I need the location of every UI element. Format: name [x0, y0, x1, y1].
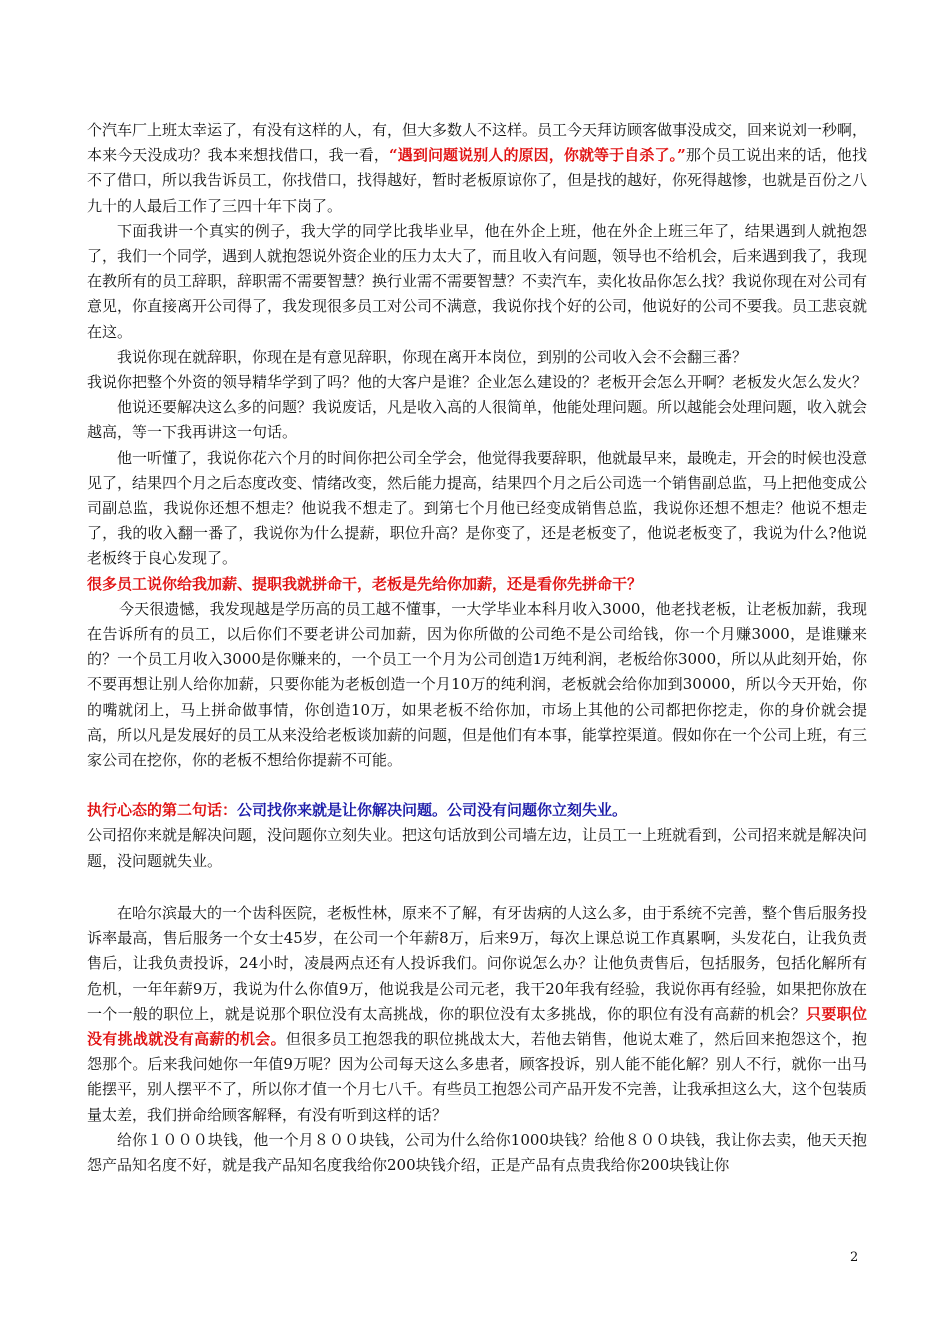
paragraph-resign-question-cont: 我说你把整个外资的领导精华学到了吗？他的大客户是谁？企业怎么建设的？老板开会怎么开啊？老板发火怎么发火？ — [87, 373, 868, 392]
paragraph-hire-to-solve: 公司招你来就是解决问题，没问题你立刻失业。把这句话放到公司墙左边，让员工一上班就看到，公司招来就是解决问题，没问题就失业。 — [87, 826, 868, 870]
paragraph-dental-hospital — [87, 901, 867, 1128]
heading-label: 执行心态的第二句话： — [87, 801, 238, 820]
page-number: 2 — [850, 1250, 859, 1265]
heading-raise-question: 很多员工说你给我加薪、提职我就拼命干，老板是先给你加薪，还是看你先拼命干？ — [87, 574, 643, 593]
heading-emphasis-blue: 公司找你来就是让你解决问题。公司没有问题你立刻失业。 — [237, 801, 628, 820]
heading-second-mindset — [87, 798, 867, 823]
text-run: 个汽车厂上班太幸运了，有没有这样的人，有，但大多数人不这样。员工今天拜访顾客做事没成交，回来说刘一秒啊，本来今天没成功？我本来想找借口，我一看， — [87, 121, 868, 165]
spacer — [87, 773, 867, 798]
paragraph-promotion-story: 他一听懂了，我说你花六个月的时间你把公司全学会，他觉得我要辞职，他就最早来，最晚走，开会的时候也没意见了，结果四个月之后态度改变、情绪改变，然后能力提高，结果四个月之后公司选一个销售副总监，马上把他变成公司副总监，我说你还想不想走？他说我不想走了。到第七个月他已经变成销售总监，我说你还想不想走？他说不想走了，我的收入翻一番了，我说你为什么提薪，职位升高？是你变了，还是老板变了，他说老板变了，我说为什么?他说老板终于良心发现了。 — [87, 448, 868, 568]
paragraph-salary-argument: 今天很遗憾，我发现越是学历高的员工越不懂事，一大学毕业本科月收入3000，他老找老板，让老板加薪，我现在告诉所有的员工，以后你们不要老讲公司加薪，因为你所做的公司绝不是公司给钱，你一个月赚3000，是谁赚来的？一个员工月收入3000是你赚来的，一个员工一个月为公司创造1万纯利润，老板给你3000，所以从此刻开始，你不要再想让别人给你加薪，只要你能为老板创造一个月10万的纯利润，老板就会给你加到30000，所以今天开始，你的嘴就闭上，马上拼命做事情，你创造10万，如果老板不给你加，市场上其他的公司都把你挖走，你的身价就会提高，所以凡是发展好的员工从来没给老板谈加薪的问题，但是他们有本事，能掌控渠道。假如你在一个公司上班，有三家公司在挖你，你的老板不想给你提薪不可能。 — [87, 599, 868, 770]
document-body — [87, 118, 867, 1178]
paragraph-resign-question: 我说你现在就辞职，你现在是有意见辞职，你现在离开本岗位，到别的公司收入会不会翻三番？ — [117, 347, 748, 366]
emphasis-red-sentence: 只要职位没有挑战就没有高薪的机会。 — [87, 1004, 867, 1048]
paragraph-1000-yuan: 给你１０００块钱，他一个月８００块钱，公司为什么给你1000块钱？给他８００块钱，我让你去卖，他天天抱怨产品知名度不好，就是我产品知名度我给你200块钱介绍，正是产品有点贵我给你200块钱让你 — [87, 1130, 867, 1174]
paragraph-solve-problems: 他说还要解决这么多的问题？我说废话，凡是收入高的人很简单，他能处理问题。所以越能会处理问题，收入就会越高，等一下我再讲这一句话。 — [87, 398, 868, 442]
text-run: 但很多员工抱怨我的职位挑战太大，若他去销售，他说太难了，然后回来抱怨这个，抱怨那个。后来我问她你一年值9万呢？因为公司每天这么多患者，顾客投诉，别人能不能化解？别人不行，就你一出马能摆平，别人摆平不了，所以你才值一个月七八千。有些员工抱怨公司产品开发不完善，让我承担这么大，这个包装质量太差，我们拼命给顾客解释，有没有听到这样的话？ — [87, 1029, 868, 1124]
text-run: 那个员工说出来的话，他找不了借口，所以我告诉员工，你找借口，找得越好，暂时老板原谅你了，但是找的越好，你死得越惨，也就是百份之八九十的人最后工作了三四十年下岗了。 — [87, 146, 868, 215]
paragraph-excuses — [87, 118, 867, 219]
paragraph-classmate-story: 下面我讲一个真实的例子，我大学的同学比我毕业早，他在外企上班，他在外企上班三年了，结果遇到人就抱怨了，我们一个同学，遇到人就抱怨说外资企业的压力太大了，而且收入有问题，领导也不给机会，后来遇到我了，我现在教所有的员工辞职，辞职需不需要智慧？换行业需不需要智慧？不卖汽车，卖化妆品你怎么找？我说你现在对公司有意见，你直接离开公司得了，我发现很多员工对公司不满意，我说你找个好的公司，他说好的公司不要我。员工悲哀就在这。 — [87, 221, 868, 341]
emphasis-red-quote: “遇到问题说别人的原因，你就等于自杀了。” — [389, 146, 686, 165]
spacer — [87, 874, 867, 901]
text-run: 在哈尔滨最大的一个齿科医院，老板性林，原来不了解，有牙齿病的人这么多，由于系统不完善，整个售后服务投诉率最高，售后服务一个女士45岁，在公司一个年薪8万，后来9万，每次上课总说工作真累啊，头发花白，让我负责售后，让我负责投诉，24小时，凌晨两点还有人投诉我们。问你说怎么办？让他负责售后，包括服务，包括化解所有危机，一年年薪9万，我说为什么你值9万，他说我是公司元老，我干20年我有经验，我说你再有经验，如果把你放在一个一般的职位上，就是说那个职位没有太高挑战，你的职位没有太多挑战，你的职位有没有高薪的机会？ — [87, 903, 868, 1023]
